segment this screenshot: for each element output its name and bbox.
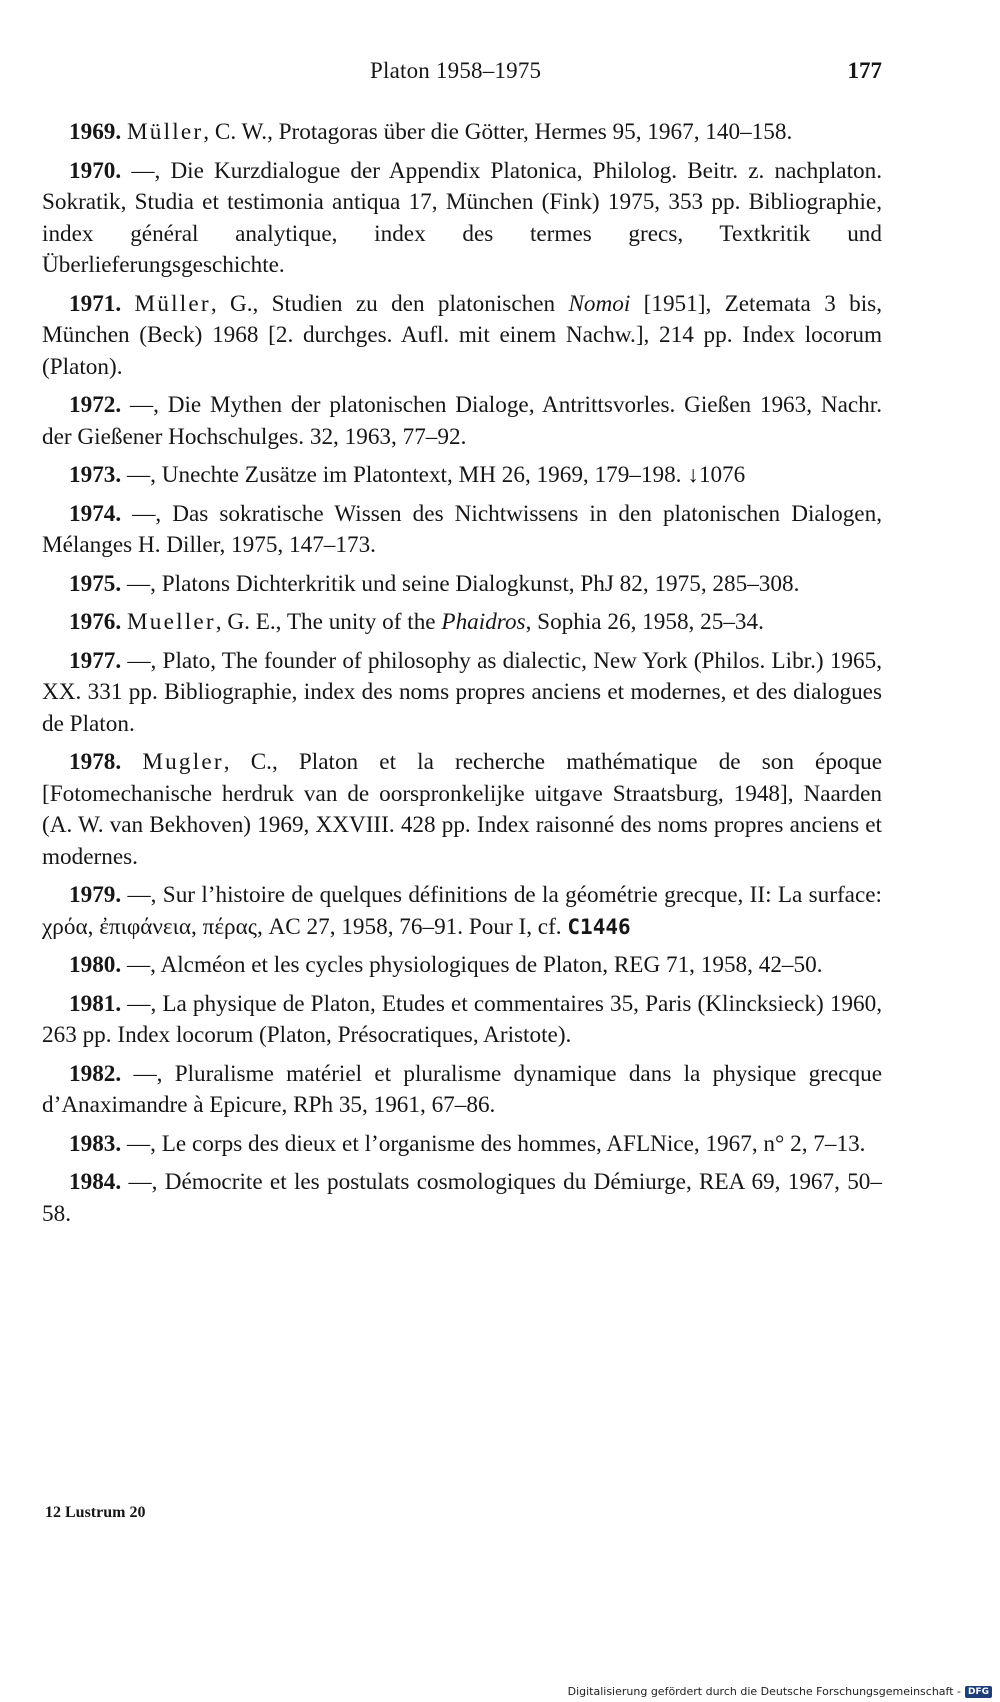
bibliography-entry	[42, 569, 882, 601]
entry-text: —, Pluralisme matériel et pluralisme dynamique dans la physique grecque d’Anaximandre à Epicure, RPh 35, 1961, 67–86.	[42, 1060, 882, 1118]
bibliography-entries	[42, 117, 882, 1237]
entry-number: 1970.	[69, 157, 122, 184]
entry-text: [1951], Zetemata 3 bis, München (Beck) 1968 [2. durchges. Aufl. mit einem Nachw.], 214 pp. Index locorum (Platon).	[42, 290, 882, 380]
dfg-logo-icon: DFG	[965, 1686, 992, 1698]
digitization-notice	[568, 1685, 992, 1698]
bibliography-entry	[42, 1129, 882, 1161]
bibliography-entry	[42, 747, 882, 873]
entry-number: 1973.	[69, 462, 122, 488]
entry-author: Müller	[134, 290, 211, 317]
entry-number: 1984.	[69, 1169, 122, 1195]
entry-text: , G., Studien zu den platonischen	[210, 290, 569, 317]
entry-author: Müller	[126, 119, 204, 145]
entry-author: Mueller	[126, 609, 216, 635]
entry-text: —, Sur l’histoire de quelques définitions de la géométrie grecque, II: La surface: χρόα, ἐπιφάνεια, πέρας, AC 27, 1958, 76–91. Pour I, cf.	[42, 882, 882, 940]
page-header	[0, 58, 1000, 98]
entry-text: —, Le corps des dieux et l’organisme des hommes, AFLNice, 1967, n° 2, 7–13.	[121, 1130, 866, 1157]
entry-author: Mugler	[142, 749, 224, 775]
bibliography-entry	[42, 289, 882, 384]
running-title: Platon 1958–1975	[370, 58, 542, 83]
entry-number: 1969.	[69, 119, 122, 145]
bibliography-entry	[42, 950, 882, 982]
entry-text: , C. W., Protagoras über die Götter, Hermes 95, 1967, 140–158.	[203, 119, 793, 145]
bibliography-entry	[42, 880, 882, 943]
entry-number: 1972.	[69, 392, 122, 418]
entry-number: 1978.	[69, 749, 122, 775]
entry-text: —, Plato, The founder of philosophy as dialectic, New York (Philos. Libr.) 1965, XX. 331 pp. Bibliographie, index des noms propres anciens et modernes, et des dialogues de Platon.	[42, 647, 882, 737]
entry-number: 1971.	[69, 290, 122, 317]
entry-text: —, Unechte Zusätze im Platontext, MH 26, 1969, 179–198. ↓1076	[121, 462, 746, 488]
bibliography-entry	[42, 390, 882, 453]
entry-number: 1976.	[69, 609, 122, 635]
entry-title-italic: Phaidros	[441, 609, 526, 635]
digitization-text: Digitalisierung gefördert durch die Deutsche Forschungsgemeinschaft -	[567, 1685, 961, 1698]
entry-title-italic: Nomoi	[568, 290, 631, 317]
entry-text: —, Alcméon et les cycles physiologiques de Platon, REG 71, 1958, 42–50.	[121, 952, 823, 978]
page-number: 177	[847, 58, 882, 83]
entry-text	[121, 749, 142, 775]
entry-text	[121, 291, 134, 317]
entry-text: —, Die Kurzdialogue der Appendix Platonica, Philolog. Beitr. z. nachplaton. Sokratik, Studia et testimonia antiqua 17, München (Fink) 1975, 353 pp. Bibliographie, index général analytique, index des termes grecs, Textkritik und Überlieferungsgeschichte.	[42, 157, 882, 278]
entry-text: , G. E., The unity of the	[215, 609, 442, 635]
signature-mark: 12 Lustrum 20	[45, 1504, 146, 1521]
entry-text: , C., Platon et la recherche mathématique de son époque [Fotomechanische herdruk van de oorspronkelijke uitgave Straatsburg, 1948], Naarden (A. W. van Bekhoven) 1969, XXVIII. 428 pp. Index raisonné des noms propres anciens et modernes.	[42, 749, 883, 870]
entry-number: 1980.	[69, 952, 122, 978]
bibliography-entry	[42, 607, 882, 639]
entry-number: 1977.	[69, 647, 122, 674]
bibliography-entry	[42, 1059, 882, 1122]
entry-number: 1982.	[69, 1060, 122, 1087]
bibliography-entry	[42, 646, 882, 741]
bibliography-entry	[42, 156, 882, 282]
bibliography-entry	[42, 460, 882, 492]
entry-text: , Sophia 26, 1958, 25–34.	[525, 609, 764, 635]
entry-number: 1983.	[69, 1130, 122, 1157]
entry-number: 1975.	[69, 570, 122, 597]
entry-number: 1974.	[69, 500, 122, 527]
entry-text: —, Die Mythen der platonischen Dialoge, Antrittsvorles. Gießen 1963, Nachr. der Gießener Hochschulges. 32, 1963, 77–92.	[42, 392, 882, 450]
bibliography-entry	[42, 989, 882, 1052]
entry-cross-reference: C1446	[567, 914, 631, 939]
entry-text: —, Démocrite et les postulats cosmologiques du Démiurge, REA 69, 1967, 50–58.	[42, 1169, 882, 1227]
bibliography-entry	[42, 1167, 882, 1230]
entry-text: —, Platons Dichterkritik und seine Dialogkunst, PhJ 82, 1975, 285–308.	[121, 570, 800, 597]
bibliography-entry	[42, 117, 882, 149]
entry-number: 1981.	[69, 990, 122, 1017]
entry-text: —, Das sokratische Wissen des Nichtwissens in den platonischen Dialogen, Mélanges H. Diller, 1975, 147–173.	[42, 500, 882, 558]
entry-number: 1979.	[69, 882, 122, 908]
entry-text: —, La physique de Platon, Etudes et commentaires 35, Paris (Klincksieck) 1960, 263 pp. Index locorum (Platon, Présocratiques, Aristote).	[42, 990, 882, 1048]
bibliography-entry	[42, 499, 882, 562]
